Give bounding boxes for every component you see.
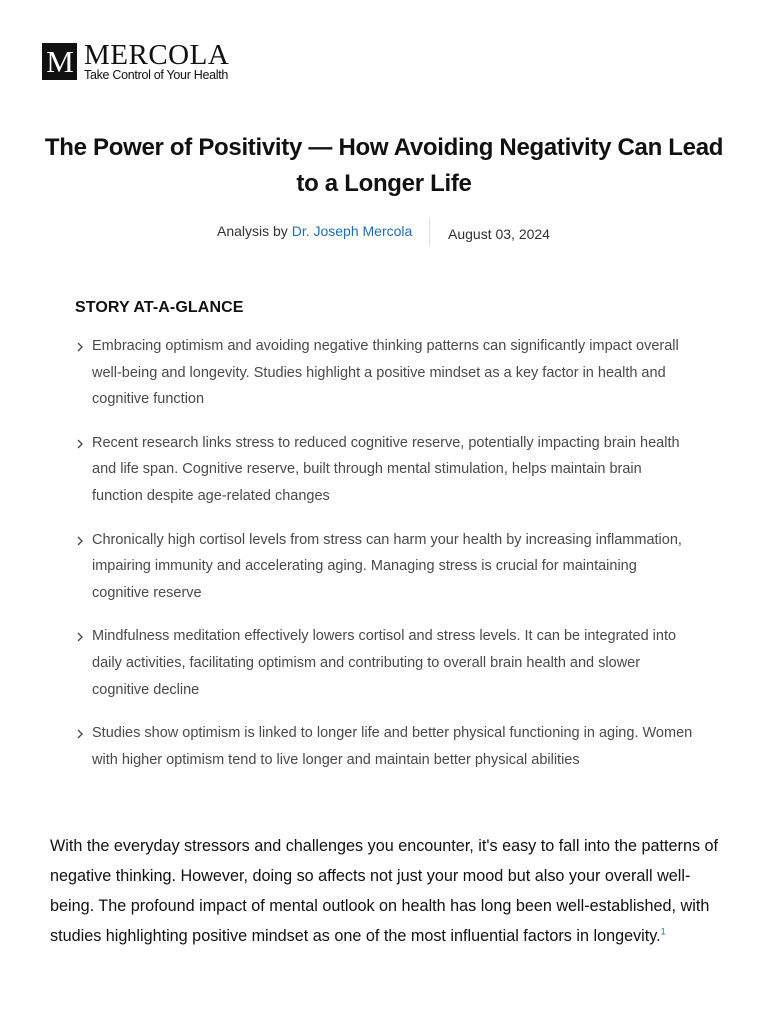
chevron-right-icon	[75, 438, 85, 450]
byline-divider	[429, 218, 430, 246]
article-byline	[0, 218, 768, 248]
chevron-right-icon	[75, 535, 85, 547]
chevron-right-icon	[75, 631, 85, 643]
logo-mark: M	[42, 43, 77, 80]
article-title: The Power of Positivity — How Avoiding Negativity Can Lead to a Longer Life	[44, 134, 724, 197]
intro-paragraph-text: With the everyday stressors and challenges you encounter, it's easy to fall into the patterns of negative thinking. However, doing so affects not just your mood but also your overall well-being. The profound impact of mental outlook on health has long been well-established, with studies highlighting positive mindset as one of the most influential factors in longevity.	[50, 837, 719, 945]
glance-item-text: Recent research links stress to reduced cognitive reserve, potentially impacting brain health and life span. Cognitive reserve, built through mental stimulation, helps maintain brain function despite age-related changes	[92, 434, 680, 504]
intro-paragraph	[50, 831, 720, 951]
glance-item	[75, 623, 695, 703]
glance-item-text: Chronically high cortisol levels from stress can harm your health by increasing inflammation, impairing immunity and accelerating aging. Managing stress is crucial for maintaining cognitive reserve	[92, 531, 682, 601]
glance-item-text: Embracing optimism and avoiding negative thinking patterns can significantly impact overall well-being and longevity. Studies highlight a positive mindset as a key factor in health and cognitive function	[92, 338, 679, 408]
story-at-a-glance-heading: STORY AT-A-GLANCE	[75, 299, 244, 316]
brand-name: MERCOLA	[84, 39, 230, 71]
chevron-right-icon	[75, 728, 85, 740]
glance-item	[75, 333, 695, 413]
chevron-right-icon	[75, 341, 85, 353]
brand-tagline: Take Control of Your Health	[84, 68, 229, 82]
byline-text	[217, 223, 412, 239]
glance-item	[75, 720, 695, 773]
footnote-link[interactable]: 1	[660, 926, 666, 937]
glance-item-text: Studies show optimism is linked to longer life and better physical functioning in aging. Women with higher optimism tend to live longer and maintain better physical abilities	[92, 725, 693, 768]
publish-date: August 03, 2024	[448, 226, 550, 242]
byline-prefix: Analysis by	[217, 223, 292, 239]
story-at-a-glance-list	[75, 333, 695, 790]
author-link[interactable]: Dr. Joseph Mercola	[291, 223, 413, 239]
glance-item	[75, 527, 695, 607]
glance-item-text: Mindfulness meditation effectively lowers cortisol and stress levels. It can be integrated into daily activities, facilitating optimism and contributing to overall brain health and slower cognitive decline	[92, 628, 677, 698]
glance-item	[75, 430, 695, 510]
